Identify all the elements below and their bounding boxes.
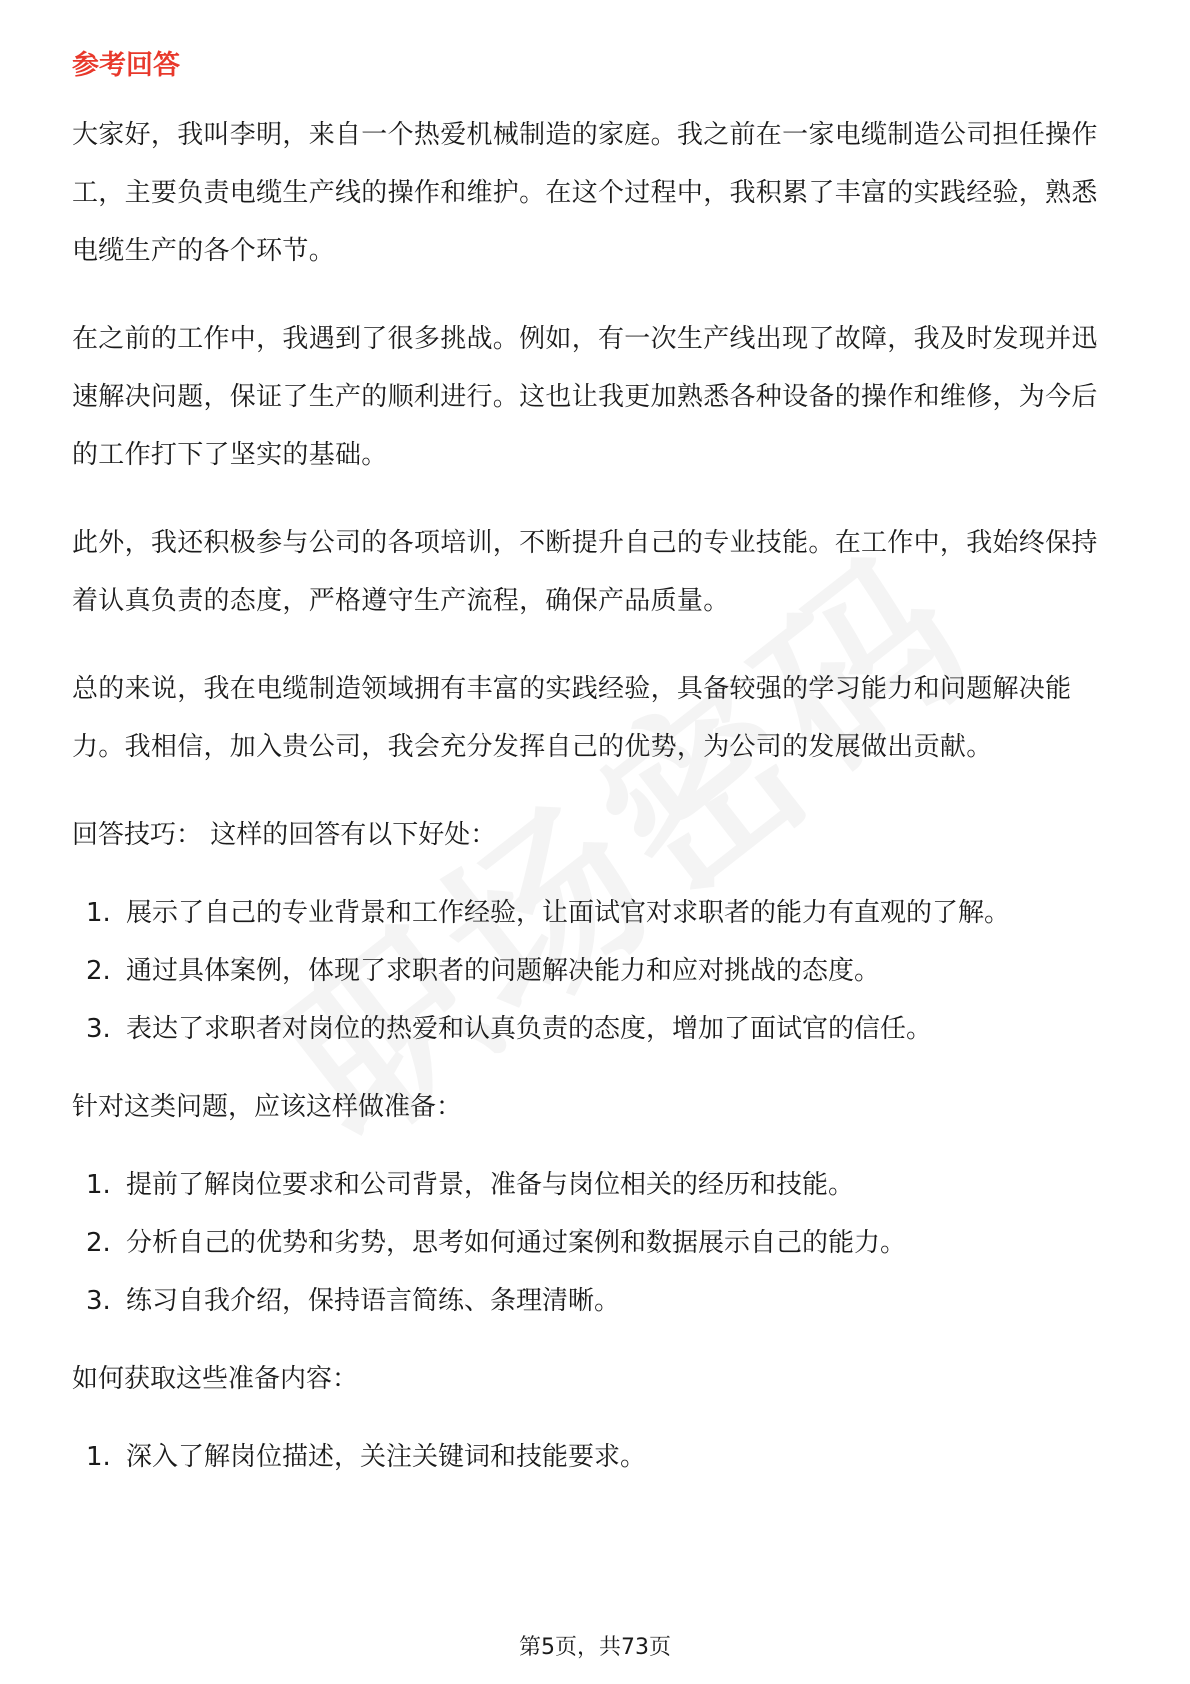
source-list xyxy=(72,1428,1122,1486)
list-item xyxy=(72,1214,1122,1272)
list-number: 1. xyxy=(86,1442,111,1472)
tips-label: 回答技巧： 这样的回答有以下好处： xyxy=(72,820,497,850)
answer-paragraph-2: 在之前的工作中，我遇到了很多挑战。例如，有一次生产线出现了故障，我及时发现并迅速解决问题，保证了生产的顺利进行。这也让我更加熟悉各种设备的操作和维修，为今后的工作打下了坚实的基础。 xyxy=(72,324,1098,470)
list-item xyxy=(72,1272,1122,1330)
list-number: 1. xyxy=(86,898,111,928)
list-item xyxy=(72,1428,1122,1486)
section-heading: 参考回答 xyxy=(72,50,180,81)
tips-list xyxy=(72,884,1122,1058)
list-item xyxy=(72,884,1122,942)
answer-paragraph-4: 总的来说，我在电缆制造领域拥有丰富的实践经验，具备较强的学习能力和问题解决能力。我相信，加入贵公司，我会充分发挥自己的优势，为公司的发展做出贡献。 xyxy=(72,674,1072,762)
source-label: 如何获取这些准备内容： xyxy=(72,1364,359,1394)
answer-paragraph-3: 此外，我还积极参与公司的各项培训，不断提升自己的专业技能。在工作中，我始终保持着认真负责的态度，严格遵守生产流程，确保产品质量。 xyxy=(72,528,1098,616)
list-text: 分析自己的优势和劣势，思考如何通过案例和数据展示自己的能力。 xyxy=(126,1228,907,1258)
list-text: 表达了求职者对岗位的热爱和认真负责的态度，增加了面试官的信任。 xyxy=(126,1014,933,1044)
list-text: 练习自我介绍，保持语言简练、条理清晰。 xyxy=(126,1286,621,1316)
list-item xyxy=(72,942,1122,1000)
list-number: 2. xyxy=(86,956,111,986)
prep-label: 针对这类问题，应该这样做准备： xyxy=(72,1092,463,1122)
list-item xyxy=(72,1000,1122,1058)
list-text: 深入了解岗位描述，关注关键词和技能要求。 xyxy=(126,1442,647,1472)
list-text: 展示了自己的专业背景和工作经验，让面试官对求职者的能力有直观的了解。 xyxy=(126,898,1011,928)
list-number: 3. xyxy=(86,1014,111,1044)
list-item xyxy=(72,1156,1122,1214)
list-number: 3. xyxy=(86,1286,111,1316)
list-text: 通过具体案例，体现了求职者的问题解决能力和应对挑战的态度。 xyxy=(126,956,881,986)
answer-paragraph-1: 大家好，我叫李明，来自一个热爱机械制造的家庭。我之前在一家电缆制造公司担任操作工，主要负责电缆生产线的操作和维护。在这个过程中，我积累了丰富的实践经验，熟悉电缆生产的各个环节。 xyxy=(72,120,1098,266)
page-number: 第5页，共73页 xyxy=(519,1635,671,1660)
list-number: 2. xyxy=(86,1228,111,1258)
list-text: 提前了解岗位要求和公司背景，准备与岗位相关的经历和技能。 xyxy=(126,1170,855,1200)
list-number: 1. xyxy=(86,1170,111,1200)
prep-list xyxy=(72,1156,1122,1330)
document-content xyxy=(72,48,1122,1506)
